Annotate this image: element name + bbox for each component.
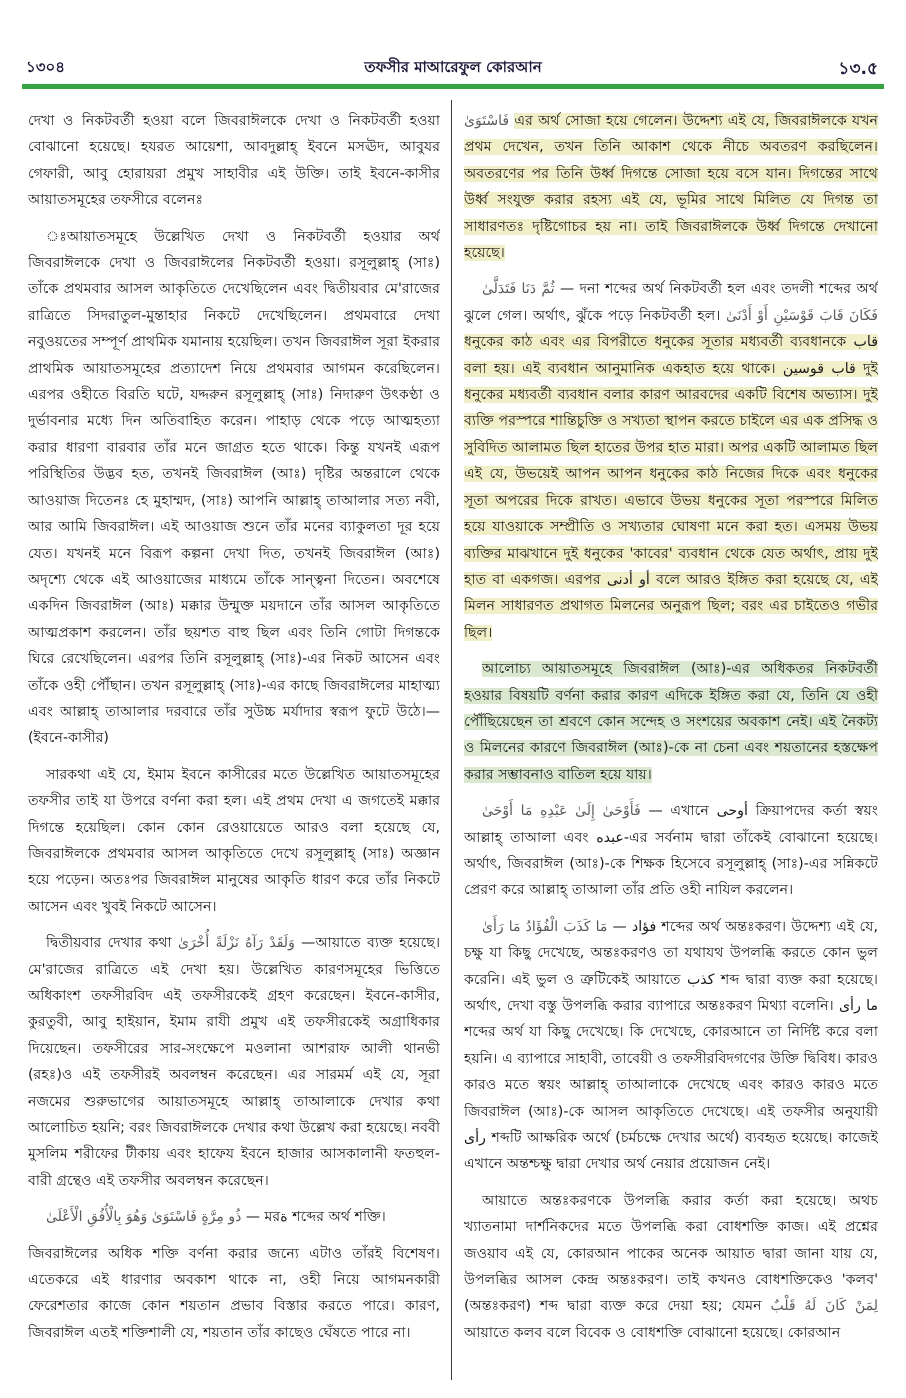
- arabic-verse: لِمَنْ كَانَ لَهُ قَلْبٌ: [770, 1298, 878, 1315]
- right-paragraph-5: [464, 914, 878, 1178]
- right-paragraph-6-tail: আয়াতে কলব বলে বিবেক ও বোধশক্তি বোঝানো হয়েছে। কোরআন: [464, 1324, 841, 1341]
- arabic-verse: فَأَوْحَىٰ إِلَىٰ عَبْدِهِ مَا أَوْحَىٰ: [482, 803, 641, 820]
- left-paragraph-1: দেখা ও নিকটবর্তী হওয়া বলে জিবরাঈলকে দেখা ও নিকটবর্তী হওয়া বোঝানো হয়েছে। হযরত আয়েশা, আবদুল্লাহ্ ইবনে মসঊদ, আবুযর গেফারী, আবু হোরায়রা প্রমুখ সাহাবীর এই উক্তি। তাই ইবনে-কাসীর আয়াতসমূহের তফসীরে বলেনঃ: [28, 113, 440, 209]
- right-paragraph-3-body: আলোচ্য আয়াতসমূহে জিবরাঈল (আঃ)-এর অধিকতর নিকটবর্তী হওয়ার বিষয়টি বর্ণনা করার কারণ এদিকে ইঙ্গিত করা যে, তিনি যে ওহী পৌঁছিয়েছেন তা শ্রবণে কোন সন্দেহ ও সংশয়ের অবকাশ নেই। এই নৈকট্য ও মিলনের কারণে জিবরাঈল (আঃ)-কে না চেনা এবং শয়তানের হস্তক্ষেপ করার সম্ভাবনাও বাতিল হয়ে যায়।: [464, 661, 878, 783]
- left-paragraph-5: [28, 1204, 440, 1230]
- arabic-verse: مَا كَذَبَ الْفُؤَادُ مَا رَأَىٰ: [482, 918, 608, 935]
- right-paragraph-4: [464, 798, 878, 904]
- right-paragraph-2: [464, 276, 878, 646]
- arabic-word: فَاسْتَوَىٰ: [464, 113, 510, 129]
- page-number-left: ১৩০৪: [26, 58, 65, 76]
- right-paragraph-1-body: এর অর্থ সোজা হয়ে গেলেন। উদ্দেশ্য এই যে, জিবরাঈলকে যখন প্রথম দেখেন, তখন তিনি আকাশ থেকে নীচে অবতরণ করছিলেন। অবতরণের পর তিনি উর্ধ্ব দিগন্তে সোজা হয়ে বসে যান। দিগন্তের সাথে উর্ধ্ব সংযুক্ত করার রহস্য এই যে, ভূমির সাথে মিলিত যে দিগন্ত তা সাধারণতঃ দৃষ্টিগোচর হয় না। তাই জিবরাঈলকে উর্ধ্ব দিগন্তে দেখানো হয়েছে।: [464, 113, 878, 262]
- left-paragraph-3: সারকথা এই যে, ইমাম ইবনে কাসীরের মতে উল্লেখিত আয়াতসমূহের তফসীর তাই যা উপরে বর্ণনা করা হল। এই প্রথম দেখা এ জগতেই মক্কার দিগন্তে হয়েছিল। কোন কোন রেওয়ায়েতে আরও বলা হয়েছে যে, জিবরাঈলকে প্রথমবার আসল আকৃতিতে দেখে রসূলুল্লাহ্ (সাঃ) অজ্ঞান হয়ে পড়েন। অতঃপর জিবরাঈল মানুষের আকৃতি ধারণ করে তাঁর নিকটে আসেন এবং খুবই নিকটে আসেন।: [28, 766, 440, 915]
- page-header: [22, 56, 884, 82]
- right-paragraph-2-lead: — দনা শব্দের অর্থ নিকটবর্তী হল এবং তদলী শব্দের অর্থ ঝুলে গেল। অর্থাৎ, ঝুঁকে পড়ে নিকটবর্তী হল।: [464, 281, 878, 324]
- right-paragraph-3: [464, 656, 878, 788]
- left-paragraph-6: জিবরাঈলের অধিক শক্তি বর্ণনা করার জন্যে এটাও তাঁরই বিশেষণ। এতেকরে এই ধারণার অবকাশ থাকে না, ওহী নিয়ে আগমনকারী ফেরেশতার কাজে কোন শয়তান প্রভাব বিস্তার করতে পারে। কারণ, জিবরাঈল এতই শক্তিশালী যে, শয়তান তাঁর কাছেও ঘেঁষতে পারে না।: [28, 1245, 440, 1341]
- arabic-verse: وَلَقَدْ رَآهُ نَزْلَةً أُخْرَىٰ: [178, 935, 295, 952]
- header-rule: [22, 84, 884, 89]
- arabic-verse: ثُمَّ دَنَا فَتَدَلَّىٰ: [482, 281, 555, 298]
- arabic-verse: فَكَانَ قَابَ قَوْسَيْنِ أَوْ أَدْنَىٰ: [726, 307, 878, 324]
- right-paragraph-6-body: আয়াতে অন্তঃকরণকে উপলব্ধি করার কর্তা করা হয়েছে। অথচ খ্যাতনামা দার্শনিকদের মতে উপলব্ধি করা বোধশক্তি কাজ। এই প্রশ্নের জওয়াব এই যে, কোরআন পাকের অনেক আয়াত দ্বারা জানা যায় যে, উপলব্ধির আসল কেন্দ্র অন্তঃকরণ। তাই কখনও বোধশক্তিকেও 'কলব' (অন্তঃকরণ) শব্দ দ্বারা ব্যক্ত করে দেয়া হয়; যেমন: [464, 1192, 878, 1315]
- left-paragraph-4-lead: দ্বিতীয়বার দেখার কথা: [46, 935, 172, 952]
- column-divider: [451, 100, 452, 1380]
- running-title: তফসীর মাআরেফুল কোরআন: [364, 58, 542, 76]
- right-paragraph-4-body: — এখানে أوحى ক্রিয়াপদের কর্তা স্বয়ং আল্লাহ্ তাআলা এবং عبده-এর সর্বনাম দ্বারা তাঁকেই বোঝানো হয়েছে। অর্থাৎ, জিবরাঈল (আঃ)-কে শিক্ষক হিসেবে রসূলুল্লাহ্ (সাঃ)-এর সন্নিকটে প্রেরণ করে আল্লাহ্ তাআলা তাঁর প্রতি ওহী নাযিল করলেন।: [464, 803, 878, 899]
- left-paragraph-2: ঃআয়াতসমূহে উল্লেখিত দেখা ও নিকটবর্তী হওয়ার অর্থ জিবরাঈলকে দেখা ও জিবরাঈলের নিকটবর্তী হওয়া। রসূলুল্লাহ্ (সাঃ) তাঁকে প্রথমবার আসল আকৃতিতে দেখেছিলেন এবং দ্বিতীয়বার মে'রাজের রাত্রিতে সিদরাতুল-মুন্তাহার নিকটে দেখেছিলেন। প্রথমবারে দেখা নবুওয়তের সম্পূর্ণ প্রাথমিক যমানায় হয়েছিল। তখন জিবরাঈল সূরা ইকরার প্রাথমিক আয়াতসমূহের প্রত্যাদেশ নিয়ে প্রথমবার আগমন করেছিলেন। এরপর ওহীতে বিরতি ঘটে, যদ্দরুন রসূলুল্লাহ্ (সাঃ) নিদারুণ উৎকণ্ঠা ও দুর্ভাবনার মধ্যে দিন অতিবাহিত করেন। পাহাড় থেকে পড়ে আত্মহত্যা করার ধারণা বারবার তাঁর মনে জাগ্রত হতে থাকে। কিন্তু যখনই এরূপ পরিস্থিতির উদ্ভব হত, তখনই জিবরাঈল (আঃ) দৃষ্টির অন্তরালে থেকে আওয়াজ দিতেনঃ হে মুহাম্মদ, (সাঃ) আপনি আল্লাহ্ তাআলার সত্য নবী, আর আমি জিবরাঈল। এই আওয়াজ শুনে তাঁর মনের ব্যাকুলতা দূর হয়ে যেত। যখনই মনে বিরূপ কল্পনা দেখা দিত, তখনই জিবরাঈল (আঃ) অদৃশ্যে থেকে এই আওয়াজের মাধ্যমে তাঁকে সান্ত্বনা দিতেন। অবশেষে একদিন জিবরাঈল (আঃ) মক্কার উন্মুক্ত ময়দানে তাঁর আসল আকৃতিতে আত্মপ্রকাশ করলেন। তাঁর ছয়শত বাহু ছিল এবং তিনি গোটা দিগন্তকে ঘিরে রেখেছিলেন। এরপর তিনি রসূলুল্লাহ্ (সাঃ)-এর নিকট আসেন এবং তাঁকে ওহী পৌঁছান। তখন রসূলুল্লাহ্ (সাঃ)-এর কাছে জিবরাঈলের মাহাত্ম্য এবং আল্লাহ্ তাআলার দরবারে তাঁর সুউচ্চ মর্যাদার স্বরূপ ফুটে উঠে।—(ইবনে-কাসীর): [28, 228, 440, 747]
- page-number-right: ১৩.৫: [838, 59, 878, 79]
- left-column: [28, 108, 440, 1378]
- right-paragraph-1: [464, 108, 878, 266]
- arabic-verse: ذُو مِرَّةٍ فَاسْتَوَىٰ وَهُوَ بِالْأُفُقِ الْأَعْلَىٰ: [46, 1209, 242, 1226]
- left-paragraph-4: [28, 930, 440, 1194]
- right-column: [464, 108, 878, 1378]
- right-paragraph-5-body: — فؤاد শব্দের অর্থ অন্তঃকরণ। উদ্দেশ্য এই যে, চক্ষু যা কিছু দেখেছে, অন্তঃকরণও তা যথাযথ উপলব্ধি করতে কোন ভুল করেনি। এই ভুল ও ত্রুটিকেই আয়াতে كذب শব্দ দ্বারা ব্যক্ত করা হয়েছে। অর্থাৎ, দেখা বস্তু উপলব্ধি করার ব্যাপারে অন্তঃকরণ মিথ্যা বলেনি। ما رأى শব্দের অর্থ যা কিছু দেখেছে। কি দেখেছে, কোরআনে তা নির্দিষ্ট করে বলা হয়নি। এ ব্যাপারে সাহাবী, তাবেয়ী ও তফসীরবিদগণের উক্তি দ্বিবিধ। কারও কারও মতে স্বয়ং আল্লাহ্ তাআলাকে দেখেছে এবং কারও কারও মতে জিবরাঈল (আঃ)-কে আসল আকৃতিতে দেখেছে। এই তফসীর অনুযায়ী رأى শব্দটি আক্ষরিক অর্থে (চর্মচক্ষে দেখার অর্থে) ব্যবহৃত হয়েছে। কাজেই এখানে অন্তশ্চক্ষু দ্বারা দেখার অর্থ নেয়ার প্রয়োজন নেই।: [464, 918, 878, 1173]
- right-paragraph-6: [464, 1188, 878, 1346]
- right-paragraph-2-body: ধনুকের কাঠ এবং এর বিপরীতে ধনুকের সূতার মধ্যবর্তী ব্যবধানকে قاب বলা হয়। এই ব্যবধান আনুমানিক একহাত হয়ে থাকে। قاب قوسين দুই ধনুকের মধ্যবর্তী ব্যবধান বলার কারণ আরবদের একটি বিশেষ অভ্যাস। দুই ব্যক্তি পরস্পরে শান্তিচুক্তি ও সখ্যতা স্থাপন করতে চাইলে এর এক প্রসিদ্ধ ও সুবিদিত আলামত ছিল হাতের উপর হাত মারা। অপর একটি আলামত ছিল এই যে, উভয়েই আপন আপন ধনুকের কাঠ নিজের দিকে এবং ধনুকের সূতা অপরের দিকে রাখত। এভাবে উভয় ধনুকের সূতা পরস্পরে মিলিত হয়ে যাওয়াকে সম্প্রীতি ও সখ্যতার ঘোষণা মনে করা হত। এসময় উভয় ব্যক্তির মাঝখানে দুই ধনুকের 'কাবের' ব্যবধান থেকে যেত অর্থাৎ, প্রায় দুই হাত বা একগজ। এরপর أو أدنى বলে আরও ইঙ্গিত করা হয়েছে যে, এই মিলন সাধারণত প্রথাগত মিলনের অনুরূপ ছিল; বরং এর চাইতেও গভীর ছিল।: [464, 334, 878, 641]
- left-paragraph-4-body: —আয়াতে ব্যক্ত হয়েছে। মে'রাজের রাত্রিতে এই দেখা হয়। উল্লেখিত কারণসমূহের ভিত্তিতে অধিকাংশ তফসীরবিদ এই তফসীরকেই গ্রহণ করেছেন। ইবনে-কাসীর, কুরতুবী, আবু হাইয়ান, ইমাম রাযী প্রমুখ এই তফসীরকেই অগ্রাধিকার দিয়েছেন। তফসীরের সার-সংক্ষেপে মওলানা আশরাফ আলী থানভী (রহঃ)ও এই তফসীরই অবলম্বন করেছেন। এর সারমর্ম এই যে, সূরা নজমের শুরুভাগের আয়াতসমূহে আল্লাহ্ তাআলাকে দেখার কথা আলোচিত হয়নি; বরং জিবরাঈলকে দেখার কথা উল্লেখ করা হয়েছে। নববী মুসলিম শরীফের টীকায় এবং হাফেয ইবনে হাজার আসকালানী ফতহুল-বারী গ্রন্থেও এই তফসীর অবলম্বন করেছেন।: [28, 935, 440, 1189]
- left-paragraph-5-body: — মরة শব্দের অর্থ শক্তি।: [245, 1209, 386, 1226]
